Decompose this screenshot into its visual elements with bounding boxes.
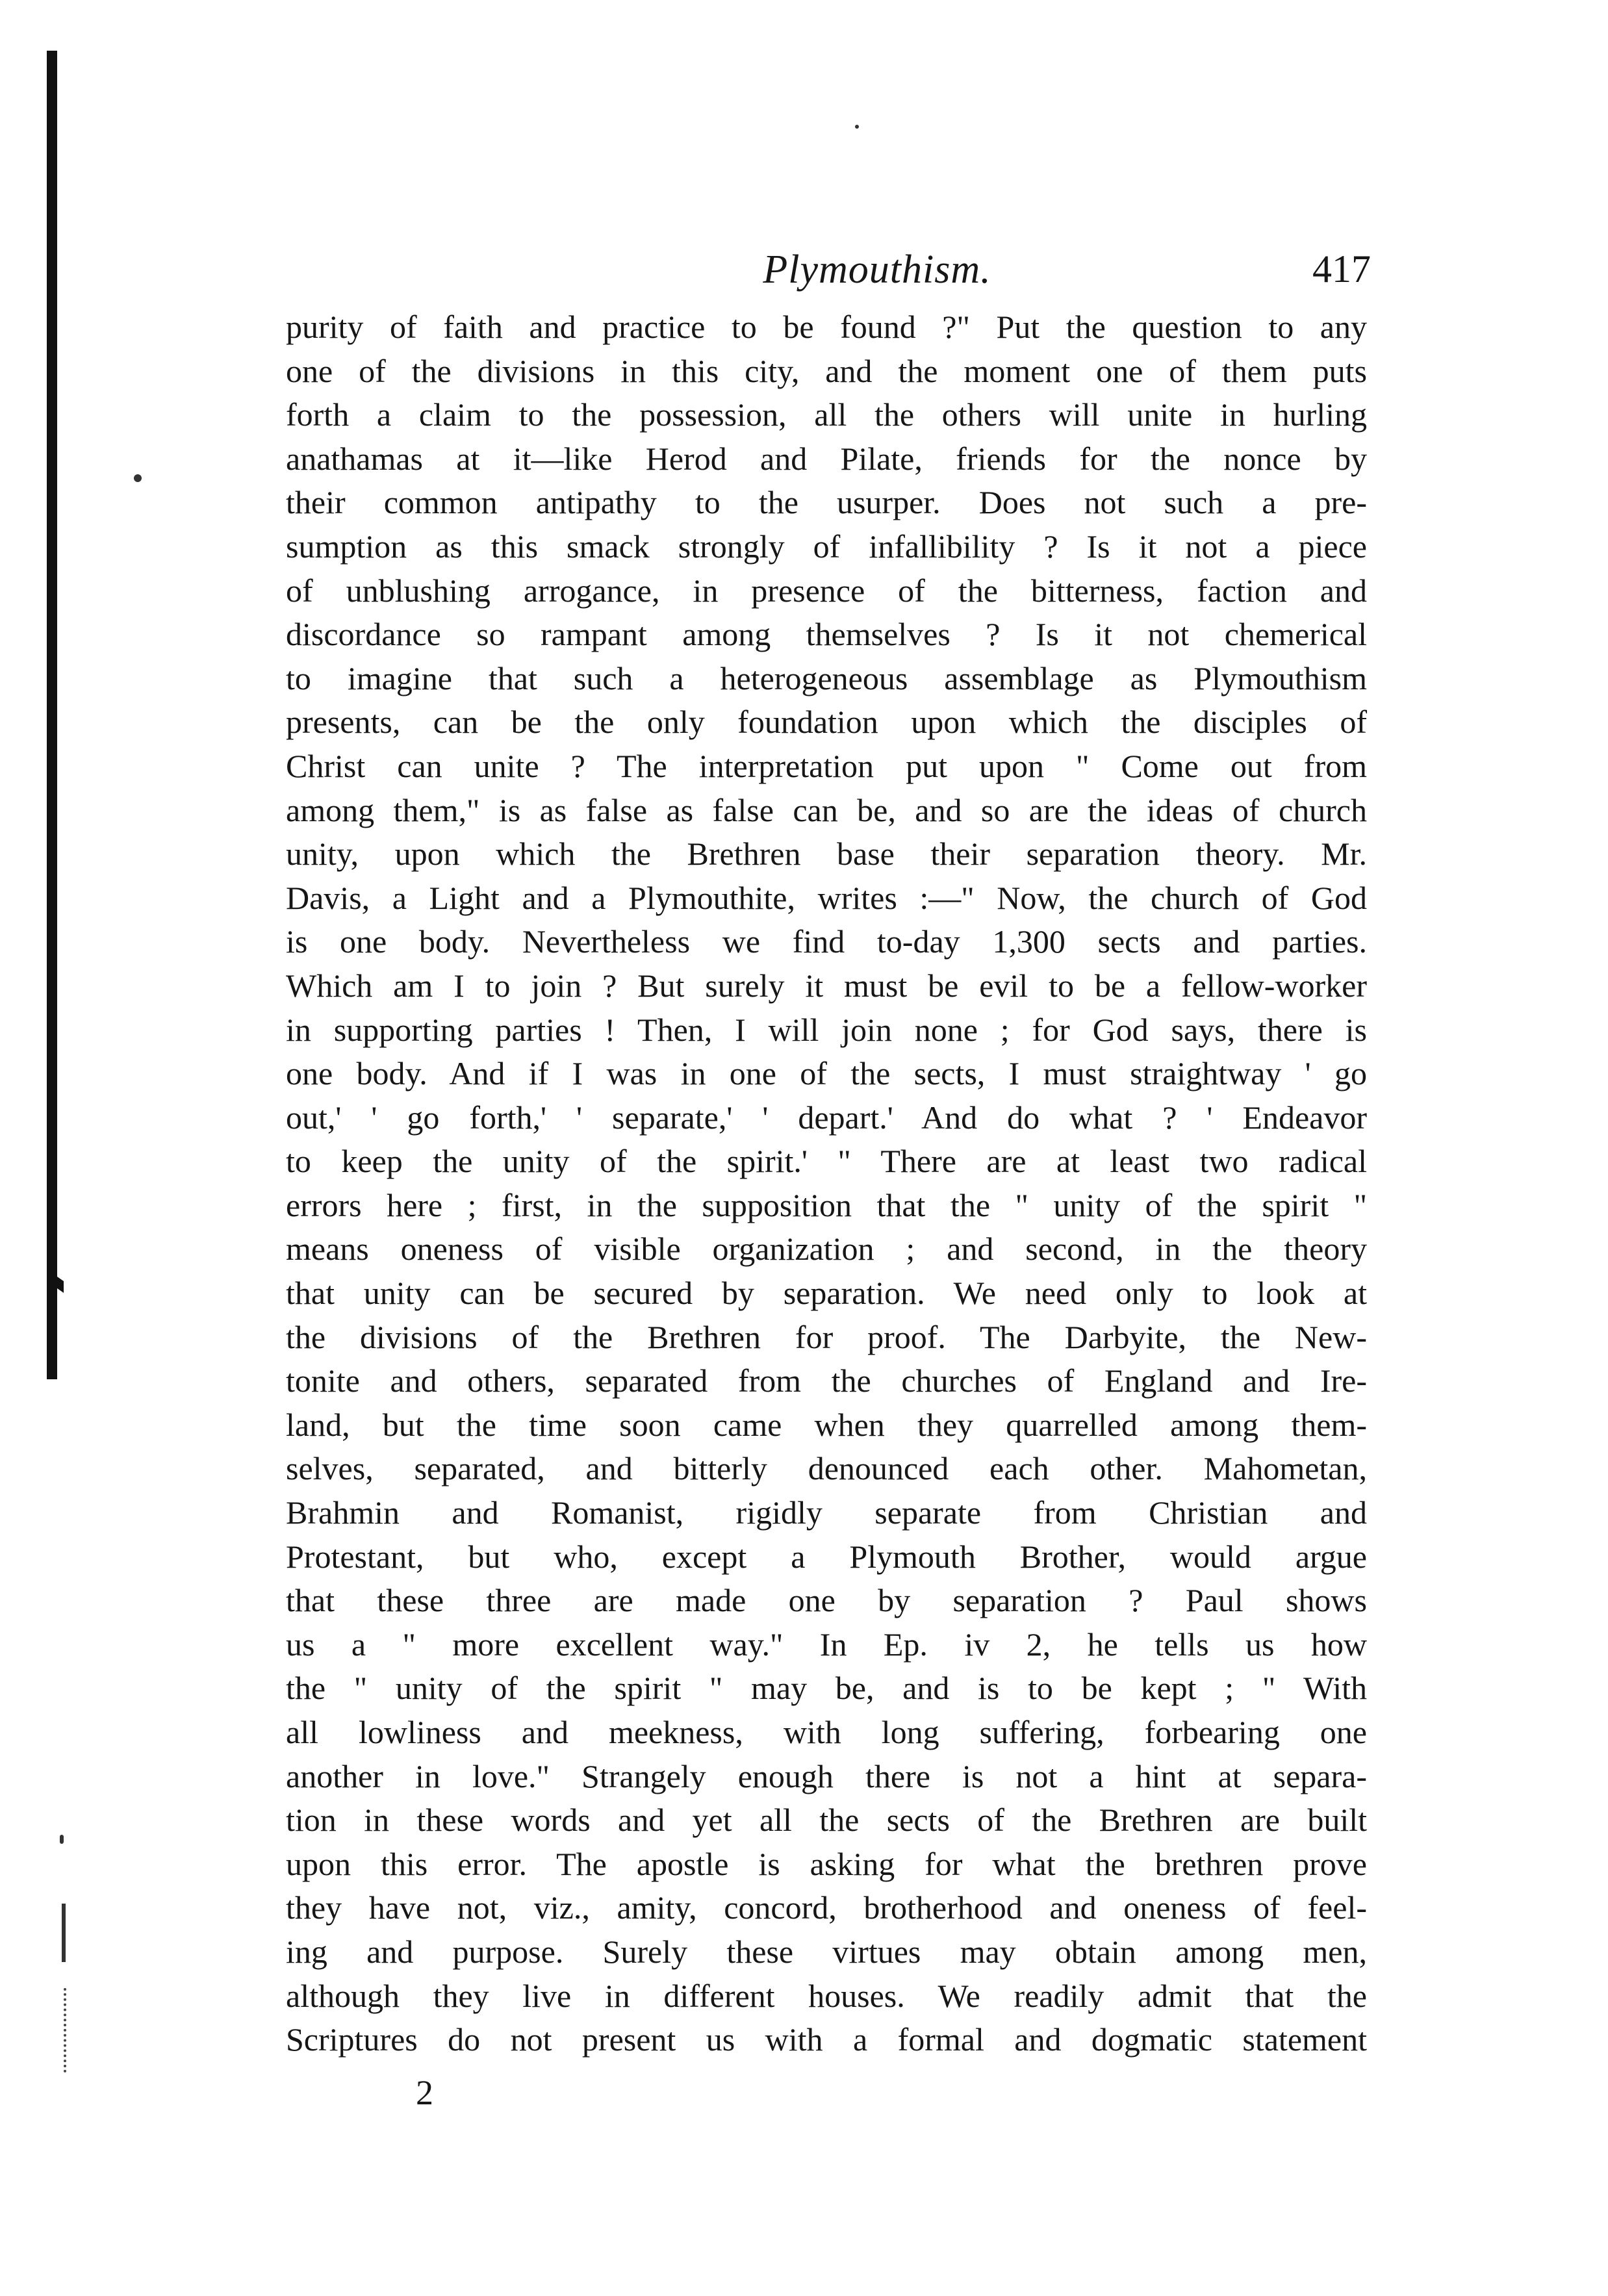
text-line: means oneness of visible organization ; and second, in the theory (286, 1231, 1367, 1268)
text-line: although they live in different houses. We readily admit that the (286, 1977, 1367, 2014)
text-line: sumption as this smack strongly of infallibility ? Is it not a piece (286, 528, 1367, 565)
text-line: upon this error. The apostle is asking for what the brethren prove (286, 1845, 1367, 1882)
text-line: purity of faith and practice to be found ?" Put the question to any (286, 309, 1367, 345)
text-line: their common antipathy to the usurper. Does not such a pre- (286, 484, 1367, 521)
text-line: one body. And if I was in one of the sects, I must straightway ' go (286, 1055, 1367, 1092)
text-line: Protestant, but who, except a Plymouth Brother, would argue (286, 1538, 1367, 1575)
margin-mark (62, 1904, 66, 1962)
text-line: the " unity of the spirit " may be, and is to be kept ; " With (286, 1670, 1367, 1707)
text-line: presents, can be the only foundation upon which the disciples of (286, 704, 1367, 741)
text-line: errors here ; first, in the supposition that the " unity of the spirit " (286, 1186, 1367, 1223)
text-line: that unity can be secured by separation. We need only to look at (286, 1275, 1367, 1312)
text-line: discordance so rampant among themselves ? Is it not chemerical (286, 616, 1367, 653)
text-line: that these three are made one by separation ? Paul shows (286, 1582, 1367, 1619)
ink-speck (855, 125, 859, 129)
text-line: unity, upon which the Brethren base their separation theory. Mr. (286, 835, 1367, 873)
margin-ink-dot (134, 474, 142, 482)
running-title: Plymouthism. (763, 248, 991, 292)
text-line: is one body. Nevertheless we find to-day 1,300 sects and parties. (286, 923, 1367, 960)
binding-edge-rule (47, 51, 57, 1379)
text-line: to imagine that such a heterogeneous assemblage as Plymouthism (286, 659, 1367, 696)
signature-mark: 2 (416, 2073, 433, 2112)
text-line: Scriptures do not present us with a formal and dogmatic statement (286, 2021, 1367, 2058)
text-line: they have not, viz., amity, concord, brotherhood and oneness of feel- (286, 1889, 1367, 1926)
text-line: Davis, a Light and a Plymouthite, writes :—" Now, the church of God (286, 879, 1367, 916)
text-line: ing and purpose. Surely these virtues may obtain among men, (286, 1933, 1367, 1970)
body-text (286, 305, 1367, 2062)
text-line: among them," is as false as false can be, and so are the ideas of church (286, 791, 1367, 828)
margin-dotted-mark (64, 1988, 69, 2073)
text-line: Brahmin and Romanist, rigidly separate from Christian and (286, 1494, 1367, 1531)
text-line: to keep the unity of the spirit.' " There are at least two radical (286, 1143, 1367, 1180)
text-line: anathamas at it—like Herod and Pilate, friends for the nonce by (286, 440, 1367, 477)
text-line: out,' ' go forth,' ' separate,' ' depart.' And do what ? ' Endeavor (286, 1099, 1367, 1136)
text-line: Which am I to join ? But surely it must be evil to be a fellow-worker (286, 967, 1367, 1004)
text-line: Christ can unite ? The interpretation put upon " Come out from (286, 747, 1367, 784)
text-line: land, but the time soon came when they quarrelled among them- (286, 1406, 1367, 1443)
text-line: the divisions of the Brethren for proof. The Darbyite, the New- (286, 1318, 1367, 1355)
text-line: one of the divisions in this city, and the moment one of them puts (286, 352, 1367, 389)
text-line: all lowliness and meekness, with long suffering, forbearing one (286, 1714, 1367, 1750)
text-line: forth a claim to the possession, all the others will unite in hurling (286, 396, 1367, 433)
text-line: tonite and others, separated from the churches of England and Ire- (286, 1362, 1367, 1399)
text-line: in supporting parties ! Then, I will join none ; for God says, there is (286, 1011, 1367, 1048)
text-line: tion in these words and yet all the sects of the Brethren are built (286, 1802, 1367, 1839)
text-line: of unblushing arrogance, in presence of the bitterness, faction and (286, 572, 1367, 609)
text-line: selves, separated, and bitterly denounced each other. Mahometan, (286, 1450, 1367, 1487)
page-number: 417 (1312, 248, 1371, 290)
text-line: us a " more excellent way." In Ep. iv 2, he tells us how (286, 1626, 1367, 1663)
margin-ink-speck (60, 1835, 64, 1844)
text-line: another in love." Strangely enough there is not a hint at separa- (286, 1757, 1367, 1794)
